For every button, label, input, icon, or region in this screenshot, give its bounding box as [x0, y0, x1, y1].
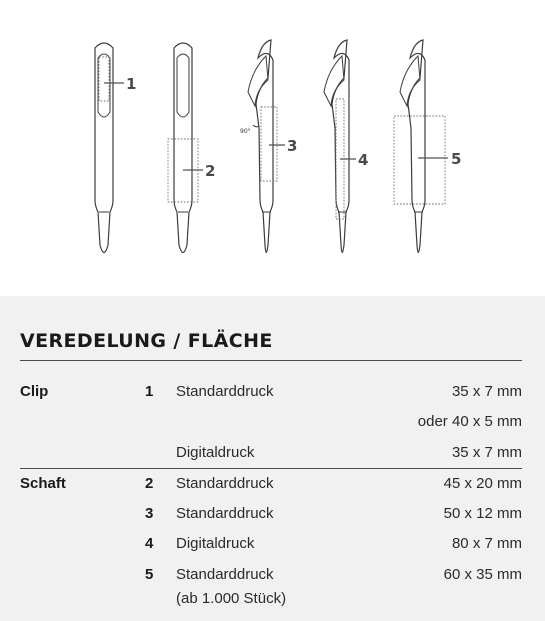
- row-size: 35 x 7 mm: [451, 383, 522, 400]
- row-number: 2: [145, 475, 154, 492]
- row-method: Standarddruck: [176, 505, 274, 522]
- pen-front-view-1: [95, 43, 136, 253]
- row-size-alt: oder 40 x 5 mm: [417, 413, 522, 430]
- row-size: 35 x 7 mm: [451, 444, 522, 461]
- row-number: 3: [145, 505, 154, 522]
- row-method: Digitaldruck: [176, 444, 255, 461]
- row-size: 45 x 20 mm: [443, 475, 522, 492]
- row-note: (ab 1.000 Stück): [176, 590, 287, 607]
- row-number: 4: [145, 535, 154, 552]
- pen-side-view-5: [394, 40, 461, 253]
- pen-drawings: [0, 0, 545, 296]
- callout-2: 2: [205, 162, 216, 180]
- pen-illustration: [0, 0, 545, 296]
- row-size: 80 x 7 mm: [451, 535, 522, 552]
- row-number: 5: [145, 566, 154, 583]
- group-divider: [20, 468, 522, 469]
- finishing-spec-table: [0, 296, 545, 621]
- group-label-clip: Clip: [20, 383, 49, 400]
- group-label-schaft: Schaft: [20, 475, 66, 492]
- row-method: Standarddruck: [176, 475, 274, 492]
- pen-side-view-3: [240, 40, 297, 253]
- section-title: VEREDELUNG / FLÄCHE: [20, 330, 273, 352]
- pen-side-view-4: [324, 40, 368, 253]
- row-number: 1: [145, 383, 154, 400]
- callout-4: 4: [358, 151, 369, 169]
- callout-5: 5: [451, 150, 462, 168]
- rotation-angle-note: 90°: [240, 128, 251, 135]
- pen-front-view-2: [168, 43, 215, 253]
- callout-3: 3: [287, 137, 298, 155]
- row-method: Standarddruck: [176, 566, 274, 583]
- title-divider: [20, 360, 522, 361]
- row-method: Digitaldruck: [176, 535, 255, 552]
- row-size: 50 x 12 mm: [443, 505, 522, 522]
- row-size: 60 x 35 mm: [443, 566, 522, 583]
- callout-1: 1: [126, 75, 137, 93]
- row-method: Standarddruck: [176, 383, 274, 400]
